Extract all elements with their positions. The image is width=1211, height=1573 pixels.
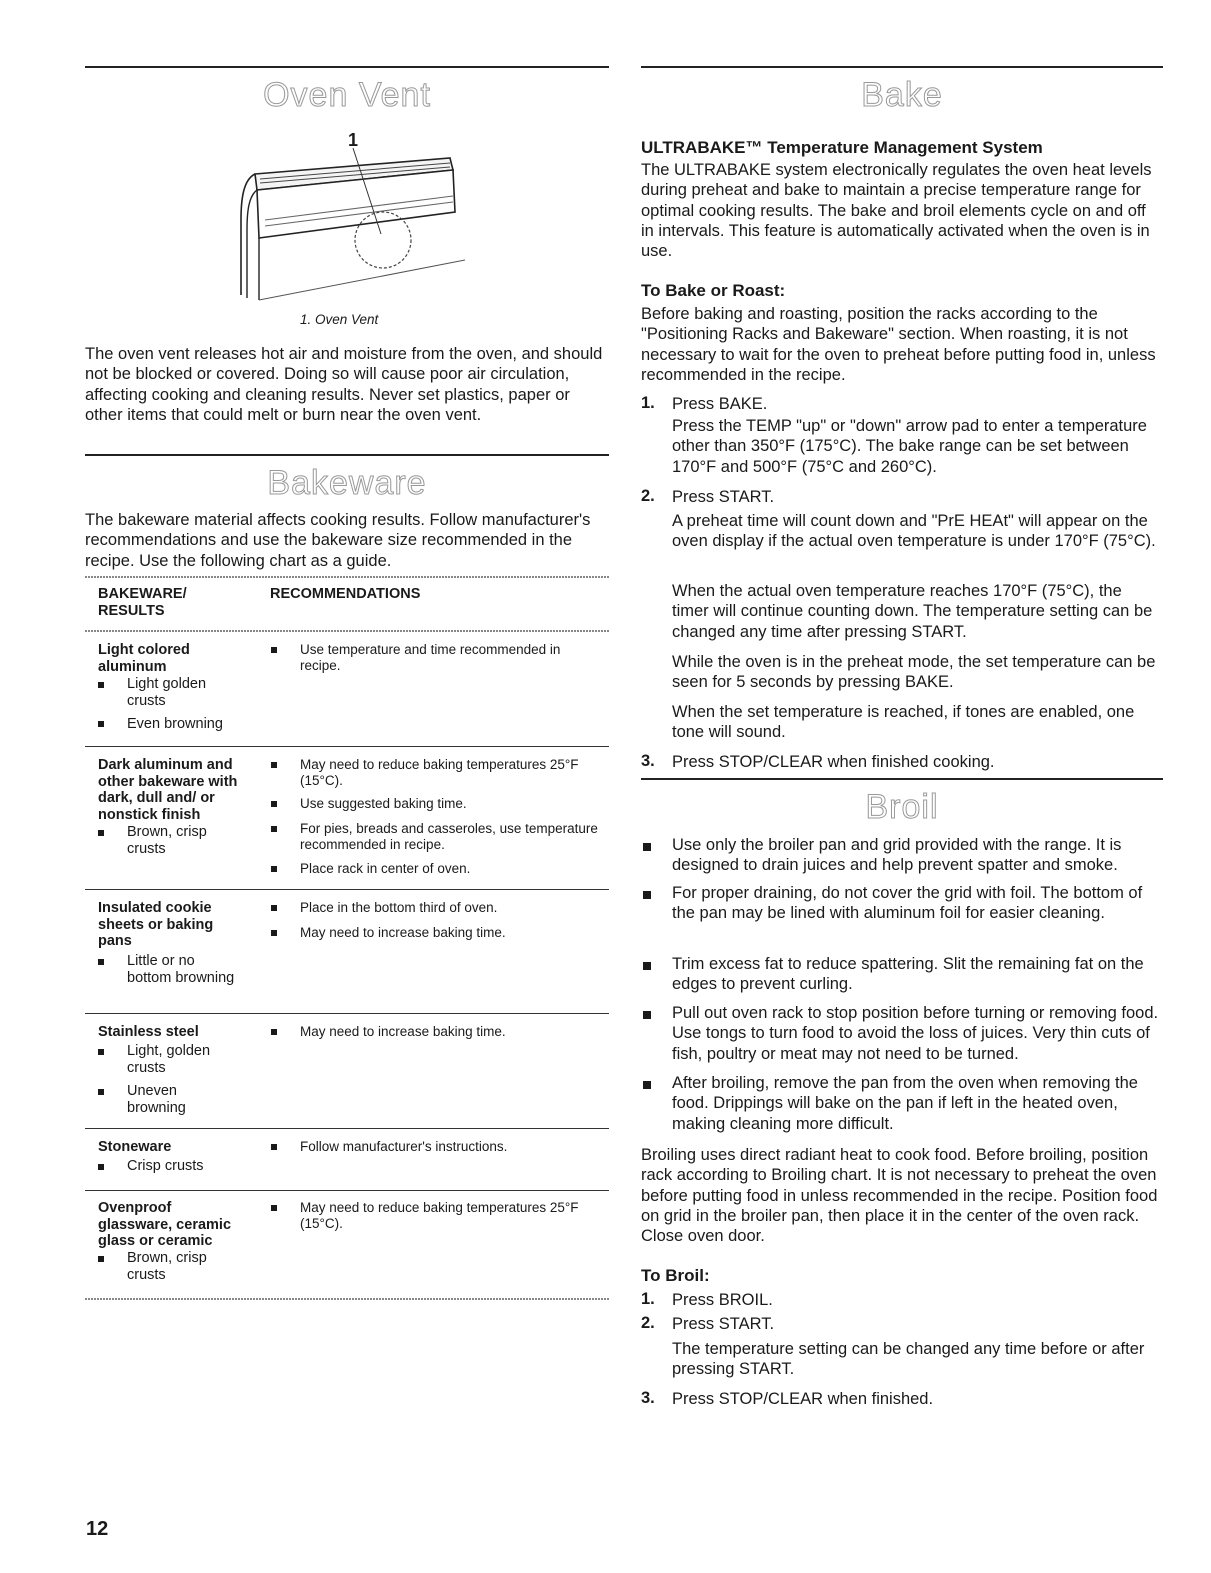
column-header-bakeware: BAKEWARE/ RESULTS — [98, 586, 187, 619]
bullet-icon — [271, 1205, 277, 1211]
bakeware-name: Ovenproof glassware, ceramic glass or ceramic — [98, 1200, 232, 1249]
bullet-icon — [271, 930, 277, 936]
recommendation-item: For pies, breads and casseroles, use temperature recommended in recipe. — [300, 821, 598, 852]
step-detail: While the oven is in the preheat mode, the set temperature can be seen for 5 seconds by pressing BAKE. — [672, 653, 1156, 692]
step-title: Press START. — [672, 1315, 775, 1333]
step-detail: A preheat time will count down and "PrE HEAt" will appear on the oven display if the actual oven temperature is under 170°F (75°C). — [672, 512, 1156, 551]
broil-body: Broiling uses direct radiant heat to cook food. Before broiling, position rack according to Broiling chart. It is not necessary to preheat the oven before putting food in unless recommended in the recipe. Position food on grid in the broiler pan, then place it in the center of the oven rack. Close oven door. — [641, 1146, 1158, 1246]
step-detail: The temperature setting can be changed any time before or after pressing START. — [672, 1340, 1145, 1379]
bullet-icon — [271, 866, 277, 872]
broil-bullet: For proper draining, do not cover the grid with foil. The bottom of the pan may be lined with aluminum foil for easier cleaning. — [672, 884, 1143, 923]
step-number: 3. — [641, 1389, 655, 1407]
bullet-icon — [271, 1144, 277, 1150]
bullet-icon — [98, 1049, 104, 1055]
bullet-icon — [271, 762, 277, 768]
broil-title: Broil — [865, 788, 939, 826]
table-header-rule — [85, 630, 609, 632]
row-divider — [85, 1128, 609, 1129]
bullet-icon — [98, 1256, 104, 1262]
bullet-icon — [643, 962, 651, 970]
oven-vent-caption: 1. Oven Vent — [300, 312, 379, 327]
result-item: Crisp crusts — [127, 1158, 204, 1174]
step-title: Press BAKE. — [672, 395, 768, 413]
result-item: Brown, crisp crusts — [127, 824, 207, 857]
bake-roast-heading: To Bake or Roast: — [641, 281, 786, 300]
result-item: Light, golden crusts — [127, 1043, 211, 1076]
recommendation-item: Place in the bottom third of oven. — [300, 900, 498, 915]
bullet-icon — [98, 830, 104, 836]
table-top-rule — [85, 576, 609, 578]
recommendation-item: May need to increase baking time. — [300, 925, 506, 940]
bullet-icon — [271, 801, 277, 807]
bullet-icon — [643, 1081, 651, 1089]
broil-bullet: Pull out oven rack to stop position before turning or removing food. Use tongs to turn food to avoid the loss of juices. Very thin cuts of fish, poultry or meat may not need to be turned. — [672, 1004, 1159, 1063]
to-broil-heading: To Broil: — [641, 1266, 710, 1285]
step-title: Press STOP/CLEAR when finished cooking. — [672, 753, 995, 771]
result-item: Uneven browning — [127, 1083, 186, 1116]
page-number: 12 — [86, 1518, 109, 1540]
bakeware-name: Stainless steel — [98, 1024, 199, 1040]
bullet-icon — [98, 1089, 104, 1095]
result-item: Light golden crusts — [127, 676, 207, 709]
bullet-icon — [98, 721, 104, 727]
bullet-icon — [98, 1164, 104, 1170]
oven-vent-illustration — [235, 130, 475, 306]
recommendation-item: May need to reduce baking temperatures 25°F (15°C). — [300, 1200, 579, 1231]
broil-bullet: After broiling, remove the pan from the oven when removing the food. Drippings will bake on the pan if left in the heated oven, making cleaning more difficult. — [672, 1074, 1138, 1133]
vent-callout-number: 1 — [348, 130, 359, 150]
bake-title: Bake — [861, 76, 943, 114]
step-number: 1. — [641, 1290, 655, 1308]
row-divider — [85, 1013, 609, 1014]
bake-roast-body: Before baking and roasting, position the racks according to the "Positioning Racks and Bakeware" section. When roasting, it is not necessary to wait for the oven to preheat before putting food in, unless recommended in the recipe. — [641, 305, 1156, 384]
step-title: Press BROIL. — [672, 1291, 773, 1309]
bakeware-name: Insulated cookie sheets or baking pans — [98, 900, 214, 949]
recommendation-item: May need to increase baking time. — [300, 1024, 506, 1039]
bakeware-name: Light colored aluminum — [98, 642, 190, 675]
bullet-icon — [98, 959, 104, 965]
step-number: 2. — [641, 1314, 655, 1332]
bullet-icon — [643, 891, 651, 899]
step-title: Press START. — [672, 488, 775, 506]
broil-bullet: Use only the broiler pan and grid provided with the range. It is designed to drain juices and help prevent spatter and smoke. — [672, 836, 1122, 875]
recommendation-item: Use suggested baking time. — [300, 796, 467, 811]
step-detail: When the actual oven temperature reaches 170°F (75°C), the timer will continue counting down. The temperature setting can be changed any time after pressing START. — [672, 582, 1153, 641]
step-detail: Press the TEMP "up" or "down" arrow pad to enter a temperature other than 350°F (175°C). The bake range can be set between 170°F and 500°F (75°C and 260°C). — [672, 417, 1147, 476]
table-bottom-rule — [85, 1298, 609, 1300]
recommendation-item: Place rack in center of oven. — [300, 861, 471, 876]
bakeware-title: Bakeware — [267, 464, 427, 502]
step-number: 1. — [641, 394, 655, 412]
recommendation-item: Follow manufacturer's instructions. — [300, 1139, 508, 1154]
bullet-icon — [98, 682, 104, 688]
result-item: Even browning — [127, 716, 223, 732]
bullet-icon — [271, 905, 277, 911]
section-divider — [641, 778, 1163, 780]
step-detail: When the set temperature is reached, if tones are enabled, one tone will sound. — [672, 703, 1135, 742]
bakeware-name: Stoneware — [98, 1139, 172, 1155]
recommendation-item: Use temperature and time recommended in recipe. — [300, 642, 561, 673]
result-item: Brown, crisp crusts — [127, 1250, 207, 1283]
bakeware-name: Dark aluminum and other bakeware with dark, dull and/ or nonstick finish — [98, 757, 238, 823]
bullet-icon — [271, 1029, 277, 1035]
ultrabake-body: The ULTRABAKE system electronically regulates the oven heat levels during preheat and bake to maintain a precise temperature range for optimal cooking results. The bake and broil elements cycle on and off in intervals. This feature is automatically activated when the oven is in use. — [641, 161, 1152, 261]
broil-bullet: Trim excess fat to reduce spattering. Slit the remaining fat on the edges to prevent curling. — [672, 955, 1144, 994]
bullet-icon — [643, 843, 651, 851]
section-divider — [85, 66, 609, 68]
oven-vent-body: The oven vent releases hot air and moisture from the oven, and should not be blocked or covered. Doing so will cause poor air circulation, affecting cooking and cleaning results. Never set plastics, paper or other items that could melt or burn near the oven vent. — [85, 345, 603, 424]
bullet-icon — [271, 826, 277, 832]
row-divider — [85, 1190, 609, 1191]
recommendation-item: May need to reduce baking temperatures 25°F (15°C). — [300, 757, 579, 788]
bullet-icon — [643, 1011, 651, 1019]
ultrabake-heading: ULTRABAKE™ Temperature Management System — [641, 138, 1043, 157]
step-number: 2. — [641, 487, 655, 505]
bakeware-intro: The bakeware material affects cooking results. Follow manufacturer's recommendations and use the bakeware size recommended in the recipe. Use the following chart as a guide. — [85, 511, 591, 570]
oven-vent-title: Oven Vent — [263, 76, 431, 114]
bullet-icon — [271, 647, 277, 653]
section-divider — [641, 66, 1163, 68]
step-title: Press STOP/CLEAR when finished. — [672, 1390, 934, 1408]
section-divider — [85, 454, 609, 456]
row-divider — [85, 889, 609, 890]
column-header-recommendations: RECOMMENDATIONS — [270, 586, 421, 602]
step-number: 3. — [641, 752, 655, 770]
row-divider — [85, 746, 609, 747]
result-item: Little or no bottom browning — [127, 953, 235, 986]
